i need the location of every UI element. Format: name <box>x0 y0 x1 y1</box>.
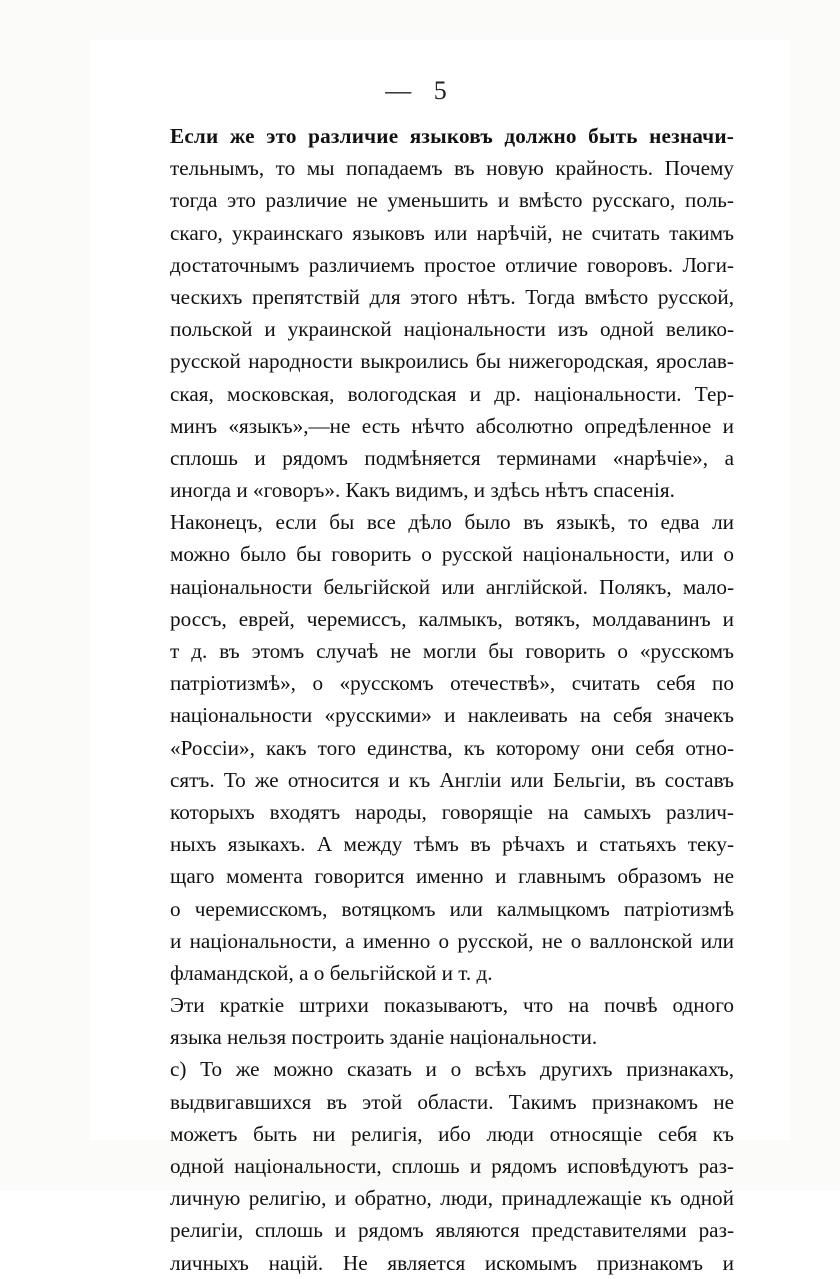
text-line: выдвигавшихся въ этой области. Такимъ признакомъ не <box>170 1089 734 1114</box>
text-line: иногда и «говоръ». Какъ видимъ, и здѣсь нѣтъ спасенія. <box>170 478 675 503</box>
text-line: патріотизмѣ», о «русскомъ отечествѣ», считать себя по <box>170 671 734 696</box>
text-line: «Россіи», какъ того единства, къ которому они себя отно- <box>170 735 734 760</box>
text-line: языка нельзя построить зданіе національности. <box>170 1025 598 1050</box>
text-line: скаго, украинскаго языковъ или нарѣчій, не считать такимъ <box>170 220 734 245</box>
text-line: фламандской, а о бельгійской и т. д. <box>170 960 493 985</box>
text-line: сятъ. То же относится и къ Англіи или Бельгіи, въ составъ <box>170 767 734 792</box>
text-line: можно было бы говорить о русской національности, или о <box>170 542 734 567</box>
text-line: польской и украинской національности изъ одной велико- <box>170 317 734 342</box>
text-line: религіи, сплошь и рядомъ являются представителями раз- <box>170 1218 734 1243</box>
text-line: русской народности выкроились бы нижегородская, ярослав- <box>170 349 734 374</box>
text-line: т д. въ этомъ случаѣ не могли бы говорить о «русскомъ <box>170 639 734 663</box>
text-line: національности бельгійской или англійской. Полякъ, мало- <box>170 574 734 599</box>
text-line: о черемисскомъ, вотяцкомъ или калмыцкомъ патріотизмѣ <box>170 896 734 921</box>
text-line: тельнымъ, то мы попадаемъ въ новую крайность. Почему <box>170 156 734 181</box>
text-line: минъ «языкъ»,—не есть нѣчто абсолютно опредѣленное и <box>170 413 734 438</box>
text-line: c) То же можно сказать и о всѣхъ другихъ признакахъ, <box>170 1057 734 1082</box>
text-line: личную религію, и обратно, люди, принадлежащіе къ одной <box>170 1186 734 1211</box>
text-line: ческихъ препятствій для этого нѣтъ. Тогда вмѣсто русской, <box>170 284 734 309</box>
page-number: — 5 <box>385 76 455 105</box>
text-line: сплошь и рядомъ подмѣняется терминами «нарѣчіе», а <box>170 445 734 470</box>
text-line: ныхъ языкахъ. А между тѣмъ въ рѣчахъ и статьяхъ теку- <box>170 832 734 857</box>
text-line: ская, московская, вологодская и др. національности. Тер- <box>170 381 734 406</box>
text-line: національности «русскими» и наклеивать на себя значекъ <box>170 703 734 728</box>
text-line: щаго момента говорится именно и главнымъ образомъ не <box>170 864 734 889</box>
text-line: Если же это различие языковъ должно быть незначи- <box>170 124 734 148</box>
text-line: россъ, еврей, черемиссъ, калмыкъ, вотякъ, молдаванинъ и <box>170 606 734 631</box>
text-line: личныхъ націй. Не является искомымъ признакомъ и <box>170 1250 734 1275</box>
text-line: которыхъ входятъ народы, говорящіе на самыхъ различ- <box>170 799 734 824</box>
text-line: Наконецъ, если бы все дѣло было въ языкѣ, то едва ли <box>170 510 734 535</box>
text-line: одной національности, сплошь и рядомъ исповѣдуютъ раз- <box>170 1154 734 1178</box>
text-line: тогда это различие не уменьшить и вмѣсто русскаго, поль- <box>170 188 734 213</box>
text-line: можетъ быть ни религія, ибо люди относящіе себя къ <box>170 1121 734 1146</box>
text-line: и національности, а именно о русской, не о валлонской или <box>170 928 734 953</box>
body-text <box>170 120 734 1279</box>
text-line: Эти краткіе штрихи показываютъ, что на почвѣ одного <box>170 993 734 1018</box>
text-line: достаточнымъ различиемъ простое отличие говоровъ. Логи- <box>170 252 734 277</box>
